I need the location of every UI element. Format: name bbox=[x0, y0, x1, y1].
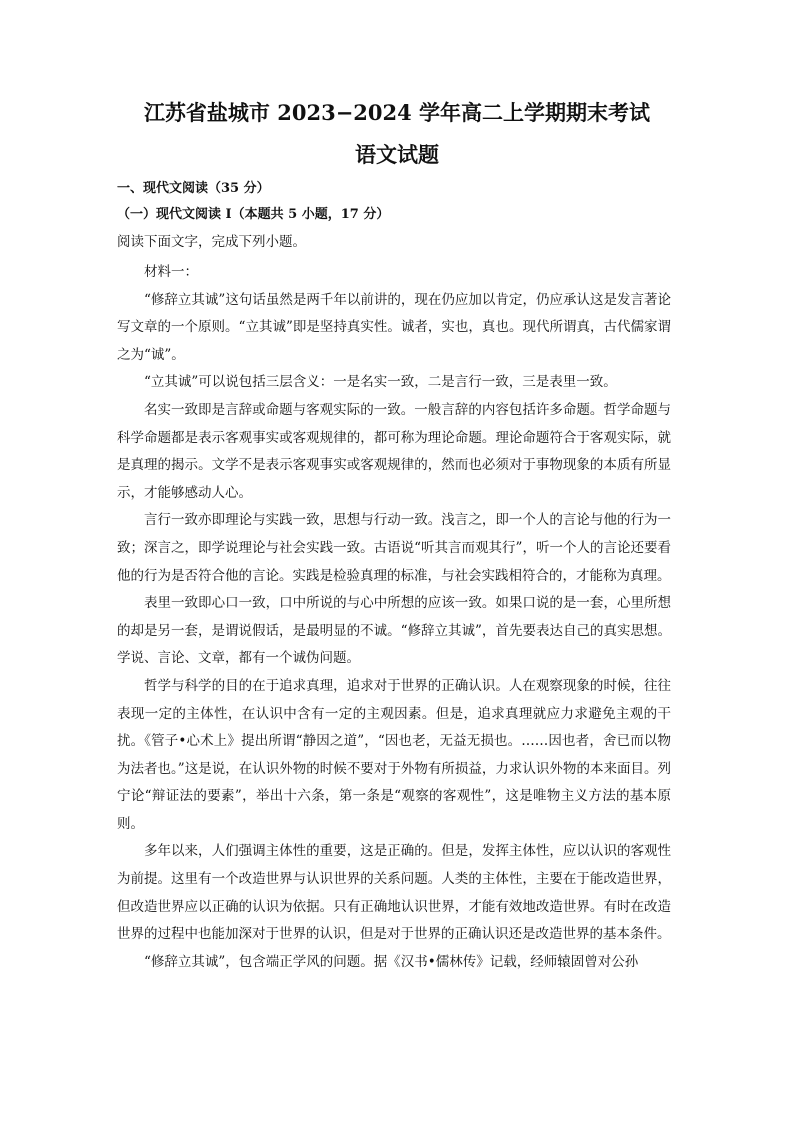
document-title: 江苏省盐城市 2023−2024 学年高二上学期期末考试 bbox=[143, 100, 651, 125]
document-subtitle: 语文试题 bbox=[355, 142, 439, 167]
paragraph: “修辞立其诚”，包含端正学风的问题。据《汉书•儒林传》记载，经师辕固曾对公孙 bbox=[144, 953, 639, 970]
paragraph: 表里一致即心口一致，口中所说的与心中所想的应该一致。如果口说的是一套，心里所想的却是另一套，是谓说假话，是最明显的不诚。“修辞立其诚”，首先要表达自己的真实思想。学说、言论、文章，都有一个诚伪问题。 bbox=[117, 595, 671, 667]
paragraph: 言行一致亦即理论与实践一致，思想与行动一致。浅言之，即一个人的言论与他的行为一致；深言之，即学说理论与社会实践一致。古语说“听其言而观其行”，听一个人的言论还要看他的行为是否符合他的言论。实践是检验真理的标准，与社会实践相符合的，才能称为真理。 bbox=[117, 512, 671, 584]
reading-instruction: 阅读下面文字，完成下列小题。 bbox=[117, 234, 306, 250]
reading-passage bbox=[117, 259, 671, 976]
subsection-heading: （一）现代文阅读 I（本题共 5 小题，17 分） bbox=[117, 207, 390, 222]
paragraph: “立其诚”可以说包括三层含义：一是名实一致，二是言行一致，三是表里一致。 bbox=[144, 374, 617, 391]
paragraph: “修辞立其诚”这句话虽然是两千年以前讲的，现在仍应加以肯定，仍应承认这是发言著论写文章的一个原则。“立其诚”即是坚持真实性。诚者，实也，真也。现代所谓真，古代儒家谓之为“诚”。 bbox=[117, 291, 671, 363]
paragraph: 哲学与科学的目的在于追求真理，追求对于世界的正确认识。人在观察现象的时候，往往表现一定的主体性，在认识中含有一定的主观因素。但是，追求真理就应力求避免主观的干扰。《管子•心术上》提出所谓“静因之道”，“因也老，无益无损也。……因也者，舍已而以物为法者也。”这是说，在认识外物的时候不要对于外物有所损益，力求认识外物的本来面目。列宁论“辩证法的要素”，举出十六条，第一条是“观察的客观性”，这是唯物主义方法的基本原则。 bbox=[117, 677, 671, 832]
material-label: 材料一： bbox=[144, 264, 198, 280]
paragraph: 多年以来，人们强调主体性的重要，这是正确的。但是，发挥主体性，应以认识的客观性为前提。这里有一个改造世界与认识世界的关系问题。人类的主体性，主要在于能改造世界，但改造世界应以正确的认识为依据。只有正确地认识世界，才能有效地改造世界。有时在改造世界的过程中也能加深对于世界的认识，但是对于世界的正确认识还是改造世界的基本条件。 bbox=[117, 843, 671, 943]
section-heading: 一、现代文阅读（35 分） bbox=[117, 181, 270, 196]
paragraph: 名实一致即是言辞或命题与客观实际的一致。一般言辞的内容包括许多命题。哲学命题与科学命题都是表示客观事实或客观规律的，都可称为理论命题。理论命题符合于客观实际，就是真理的揭示。文学不是表示客观事实或客观规律的，然而也必须对于事物现象的本质有所显示，才能够感动人心。 bbox=[117, 401, 671, 501]
